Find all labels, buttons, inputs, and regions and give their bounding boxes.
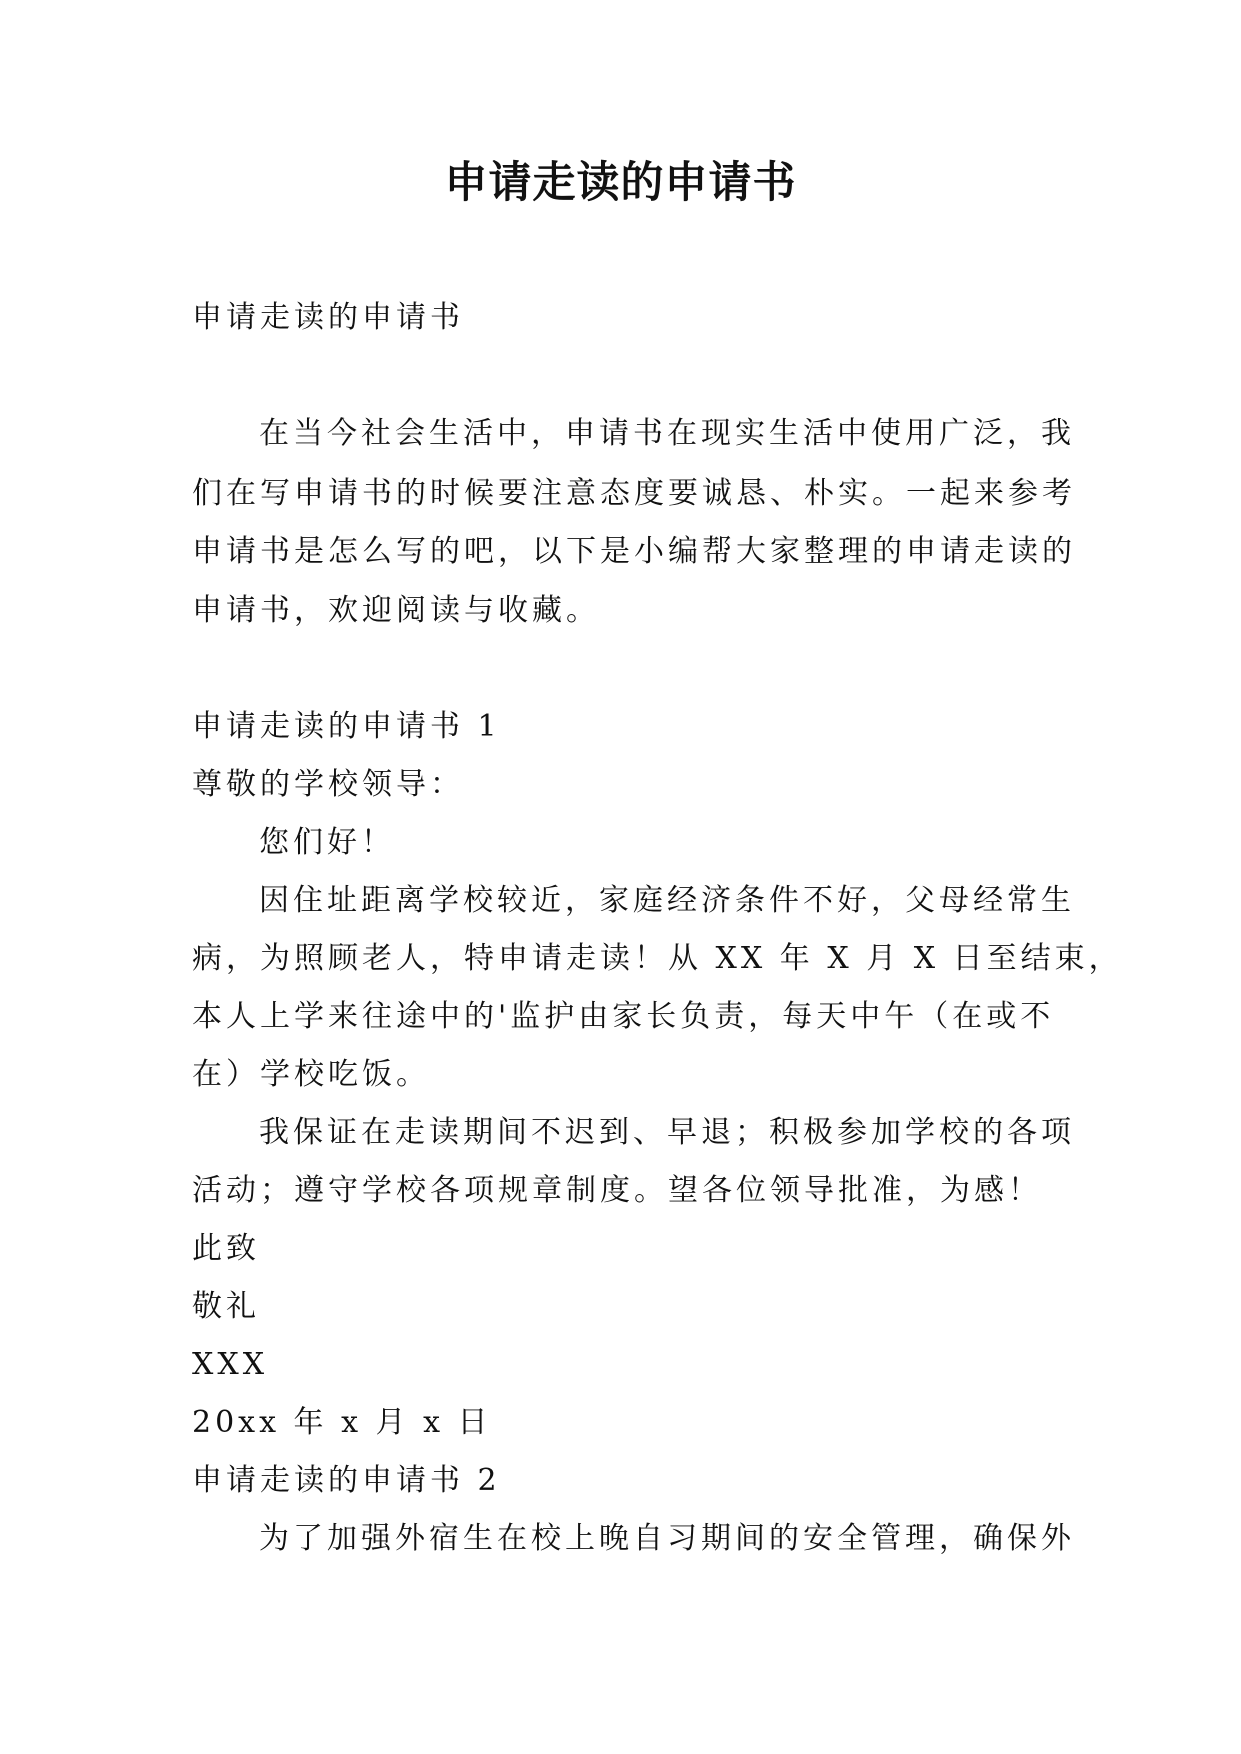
section-heading-2: 申请走读的申请书 2 [192, 1463, 501, 1498]
body-line-3: 本人上学来往途中的'监护由家长负责，每天中午（在或不 [192, 999, 1055, 1034]
intro-line-1: 在当今社会生活中，申请书在现实生活中使用广泛，我 [259, 416, 1075, 451]
body-line-2: 病，为照顾老人，特申请走读！从 XX 年 X 月 X 日至结束， [192, 941, 1123, 976]
body-line-7: 为了加强外宿生在校上晚自习期间的安全管理，确保外 [259, 1521, 1075, 1556]
greeting: 您们好！ [259, 825, 395, 860]
body-line-4: 在）学校吃饭。 [192, 1057, 430, 1092]
intro-line-2: 们在写申请书的时候要注意态度要诚恳、朴实。一起来参考 [192, 476, 1076, 511]
intro-line-3: 申请书是怎么写的吧，以下是小编帮大家整理的申请走读的 [192, 534, 1076, 569]
document-title: 申请走读的申请书 [444, 158, 797, 208]
subtitle-line: 申请走读的申请书 [192, 300, 464, 335]
signature: XXX [192, 1347, 269, 1382]
body-line-6: 活动；遵守学校各项规章制度。望各位领导批准，为感！ [192, 1173, 1042, 1208]
closing-line-2: 敬礼 [192, 1289, 260, 1324]
closing-line-1: 此致 [192, 1231, 260, 1266]
body-line-5: 我保证在走读期间不迟到、早退；积极参加学校的各项 [259, 1115, 1075, 1150]
section-heading-1: 申请走读的申请书 1 [192, 709, 501, 744]
intro-line-4: 申请书，欢迎阅读与收藏。 [192, 593, 600, 628]
salutation: 尊敬的学校领导： [192, 767, 464, 802]
date-line: 20xx 年 x 月 x 日 [192, 1405, 492, 1440]
body-line-1: 因住址距离学校较近，家庭经济条件不好，父母经常生 [259, 883, 1075, 918]
